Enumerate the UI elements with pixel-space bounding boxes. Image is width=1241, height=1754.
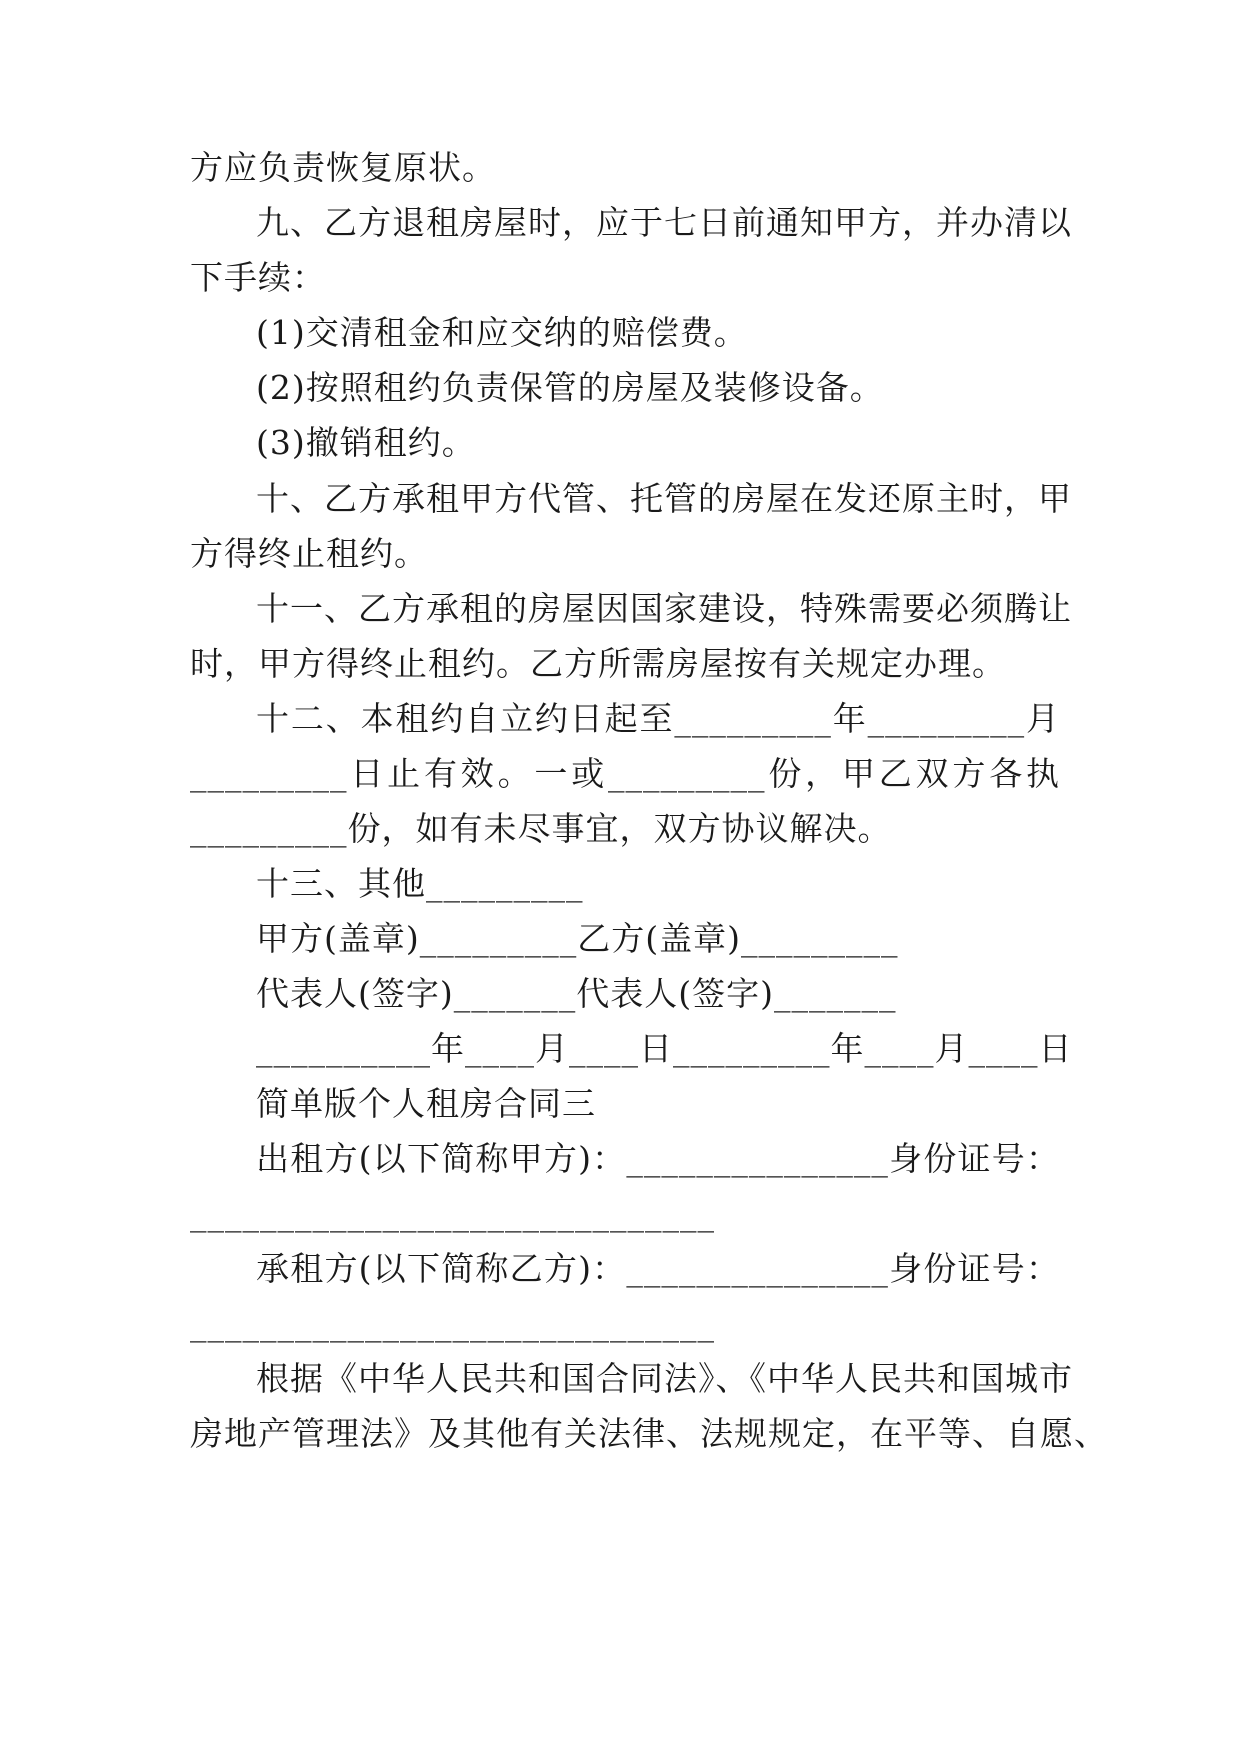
text-line: __________年____月____日_________年____月____日 [256,1029,1073,1068]
text-line: 下手续： [190,258,326,297]
text-line: 方应负责恢复原状。 [190,148,496,187]
text-line: (2)按照租约负责保管的房屋及装修设备。 [256,368,884,407]
text-line: _________日止有效。一或_________份，甲乙双方各执 [190,754,1060,793]
text-line: (3)撤销租约。 [256,423,476,462]
blank-line: ______________________________ [190,1194,715,1233]
text-line: 十一、乙方承租的房屋因国家建设，特殊需要必须腾让 [256,589,1072,628]
text-line: 十二、本租约自立约日起至_________年_________月 [256,699,1060,738]
section-heading: 简单版个人租房合同三 [256,1084,596,1123]
text-line: 十三、其他_________ [256,864,584,903]
text-line: 承租方(以下简称乙方)：_______________身份证号： [256,1249,1060,1288]
text-line: 十、乙方承租甲方代管、托管的房屋在发还原主时，甲 [256,479,1072,518]
text-line: 根据《中华人民共和国合同法》、《中华人民共和国城市 [256,1359,1073,1398]
text-line: 甲方(盖章)_________乙方(盖章)_________ [256,919,899,958]
text-line: (1)交清租金和应交纳的赔偿费。 [256,313,748,352]
blank-line: ______________________________ [190,1304,715,1343]
text-line: 房地产管理法》及其他有关法律、法规规定，在平等、自愿、 [190,1414,1108,1453]
text-line: 方得终止租约。 [190,534,428,573]
text-line: 出租方(以下简称甲方)：_______________身份证号： [256,1139,1060,1178]
text-line: 九、乙方退租房屋时，应于七日前通知甲方，并办清以 [256,203,1072,242]
text-line: _________份，如有未尽事宜，双方协议解决。 [190,809,892,848]
text-line: 代表人(签字)_______代表人(签字)_______ [256,974,897,1013]
text-line: 时，甲方得终止租约。乙方所需房屋按有关规定办理。 [190,644,1006,683]
